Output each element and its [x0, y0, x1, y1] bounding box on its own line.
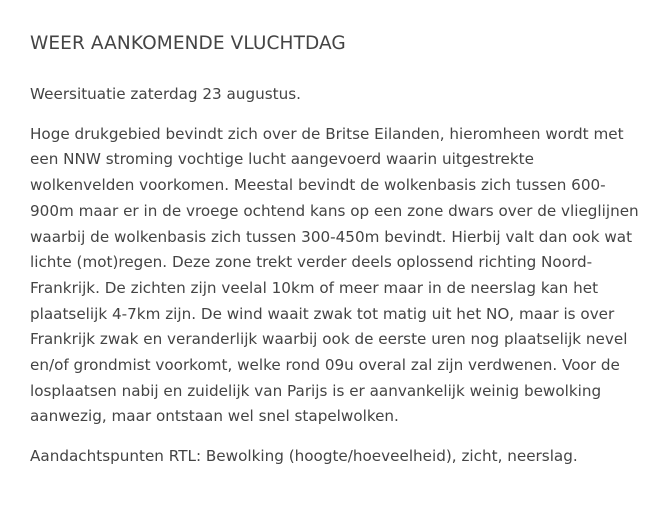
weather-date-line: Weersituatie zaterdag 23 augustus. [30, 85, 301, 103]
attention-points: Aandachtspunten RTL: Bewolking (hoogte/hoeveelheid), zicht, neerslag. [30, 447, 578, 466]
article-title: WEER AANKOMENDE VLUCHTDAG [30, 33, 346, 54]
weather-report-body: Hoge drukgebied bevindt zich over de Britse Eilanden, hieromheen wordt met een NNW stroming vochtige lucht aangevoerd waarin uitgestrekte wolkenvelden voorkomen. Meestal bevindt de wolkenbasis zich tussen 600-900m maar er in de vroege ochtend kans op een zone dwars over de vlieglijnen waarbij de wolkenbasis zich tussen 300-450m bevindt. Hierbij valt dan ook wat lichte (mot)regen. Deze zone trekt verder deels oplossend richting Noord-Frankrijk. De zichten zijn veelal 10km of meer maar in de neerslag kan het plaatselijk 4-7km zijn. De wind waait zwak tot matig uit het NO, maar is over Frankrijk zwak en veranderlijk waarbij ook de eerste uren nog plaatselijk nevel en/of grondmist voorkomt, welke rond 09u overal zal zijn verdwenen. Voor de losplaatsen nabij en zuidelijk van Parijs is er aanvankelijk weinig bewolking aanwezig, maar ontstaan wel snel stapelwolken. [30, 124, 639, 426]
